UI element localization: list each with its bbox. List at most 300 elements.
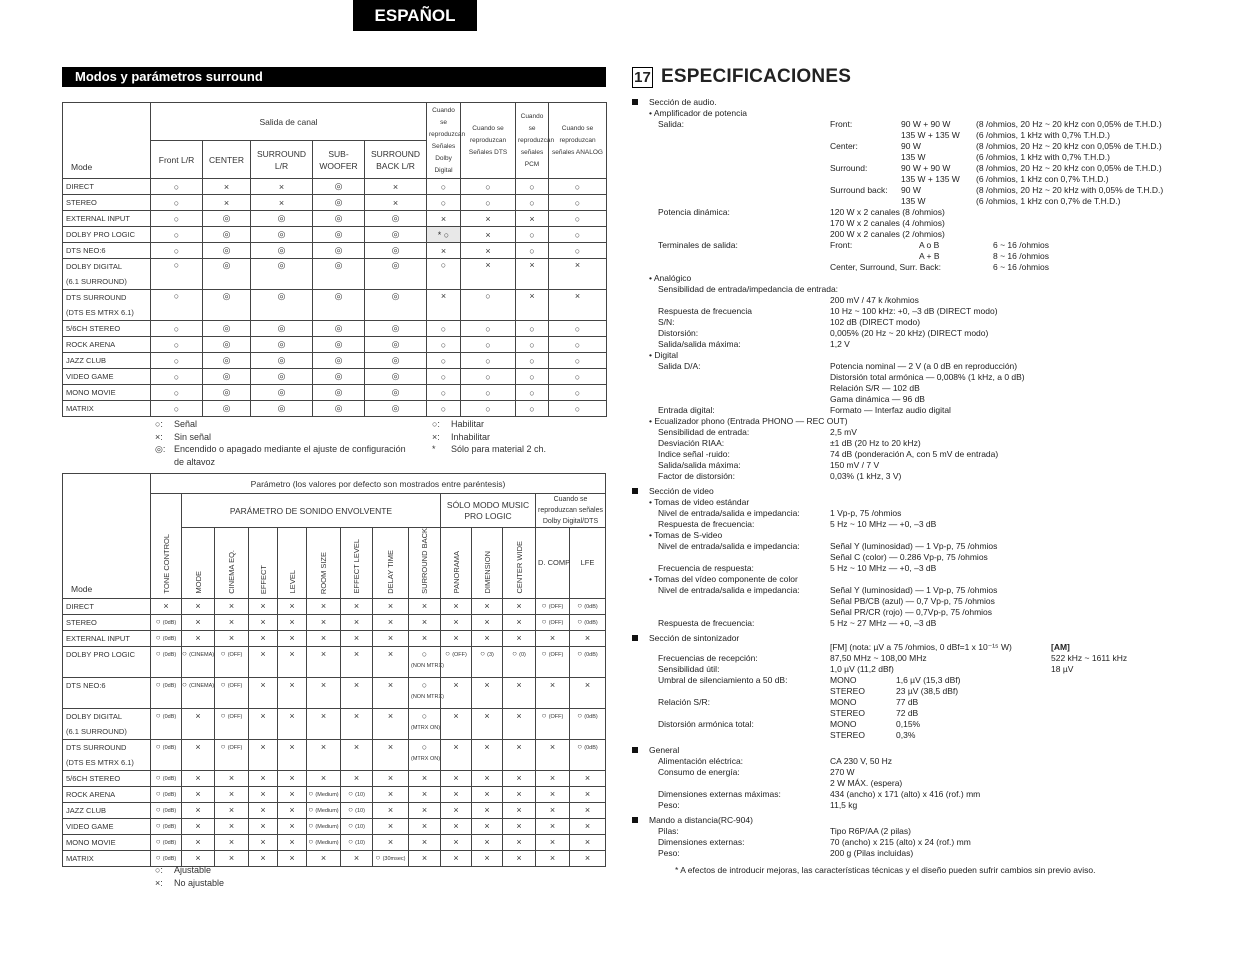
cell-default: (0dB) xyxy=(162,619,177,626)
cell-symbol: ○ xyxy=(348,804,356,814)
cell-value: × xyxy=(516,259,549,290)
spec-label: Respuesta de frecuencia xyxy=(658,306,753,316)
cell-symbol: ○ xyxy=(155,820,163,830)
table-row xyxy=(63,708,606,739)
cell-value: × xyxy=(472,786,503,802)
spec-value: Relación S/R — 102 dB xyxy=(830,383,920,393)
cell-value: ◎ xyxy=(203,321,251,337)
cell-default: (OFF) xyxy=(548,713,564,720)
mode-name xyxy=(63,337,151,353)
spec-value: 0,03% (1 kHz, 3 V) xyxy=(830,471,902,481)
specs-footnote: * A efectos de introducir mejoras, las características técnicas y el diseño pueden sufrir cambios sin previo aviso. xyxy=(675,865,1096,875)
mode-name xyxy=(63,614,151,630)
mode-label: JAZZ CLUB xyxy=(66,805,107,815)
cell-symbol: ○ xyxy=(308,804,316,814)
cell-value: ◎ xyxy=(203,243,251,259)
cell-value xyxy=(570,598,606,614)
cell-value: ◎ xyxy=(313,195,365,211)
legend-item xyxy=(432,431,546,444)
mode-name xyxy=(63,401,151,417)
cell-value: × xyxy=(536,802,570,818)
col-label: EFFECT LEVEL xyxy=(352,539,361,594)
col-header xyxy=(472,528,503,599)
col-header xyxy=(409,528,441,599)
cell-value: × xyxy=(441,630,472,646)
cell-value: × xyxy=(373,739,409,770)
mode-label: EXTERNAL INPUT xyxy=(66,633,130,643)
cell-symbol: ○ xyxy=(541,710,549,720)
cell-value: × xyxy=(409,850,441,866)
cell-value: × xyxy=(278,646,307,677)
cell-value xyxy=(536,708,570,739)
col-tone-control xyxy=(151,494,182,599)
spec-value: 11,5 kg xyxy=(830,800,858,810)
language-tab: ESPAÑOL xyxy=(353,0,477,31)
cell-value: ◎ xyxy=(251,369,313,385)
cell-value: × xyxy=(373,786,409,802)
spec-value: Center, Surround, Surr. Back: xyxy=(830,262,942,272)
mode-header: Mode xyxy=(63,103,151,179)
pro-logic-header: SÓLO MODO MUSIC PRO LOGIC xyxy=(441,494,536,528)
cell-value xyxy=(215,739,249,770)
cell-default: (0dB) xyxy=(584,744,598,751)
cell-value: ○ xyxy=(516,179,549,195)
spec-label: Sensibilidad útil: xyxy=(658,664,720,674)
spec-label: Dimensiones externas máximas: xyxy=(658,789,781,799)
cell-value: × xyxy=(461,243,516,259)
cell-symbol: ○ xyxy=(155,710,163,720)
cell-value: × xyxy=(472,850,503,866)
cell-value: × xyxy=(503,708,536,739)
spec-value: Señal Y (luminosidad) — 1 Vp-p, 75 /ohmios xyxy=(830,541,998,551)
cell-symbol: ○ xyxy=(308,788,316,798)
cell-value: ○ xyxy=(427,179,461,195)
spec-label: • Amplificador de potencia xyxy=(649,108,747,118)
cell-value: × xyxy=(409,802,441,818)
cell-value: × xyxy=(215,598,249,614)
cell-value: × xyxy=(249,850,278,866)
spec-label: Pilas: xyxy=(658,826,679,836)
cell-value: ◎ xyxy=(313,385,365,401)
spec-label: Distorsión: xyxy=(658,328,699,338)
cell-value: × xyxy=(503,598,536,614)
cell-value: × xyxy=(570,630,606,646)
spec-value: 1,2 V xyxy=(830,339,850,349)
spec-value: 120 W x 2 canales (8 /ohmios) xyxy=(830,207,945,217)
cell-value: × xyxy=(536,834,570,850)
col-label: DELAY TIME xyxy=(386,550,395,594)
cell-default: (0dB) xyxy=(584,619,598,626)
legend-text: Sólo para material 2 ch. xyxy=(451,444,547,454)
cell-value: × xyxy=(503,834,536,850)
spec-value: 135 W + 135 W xyxy=(901,174,960,184)
cell-value: × xyxy=(472,818,503,834)
cell-value: ◎ xyxy=(313,321,365,337)
cell-value: × xyxy=(441,834,472,850)
cell-value xyxy=(307,786,341,802)
spec-value: 23 µV (38,5 dBf) xyxy=(896,686,959,696)
spec-value: MONO xyxy=(830,675,857,685)
cell-value xyxy=(536,598,570,614)
cell-default: (OFF) xyxy=(548,619,564,626)
cell-value: × xyxy=(278,677,307,708)
mode-name xyxy=(63,646,151,677)
spec-label: Factor de distorsión: xyxy=(658,471,736,481)
cell-value: ◎ xyxy=(313,290,365,321)
cell-value: × xyxy=(373,708,409,739)
cell-value: ◎ xyxy=(251,259,313,290)
cell-value: × xyxy=(249,630,278,646)
cell-value: ◎ xyxy=(313,179,365,195)
cell-value: ◎ xyxy=(313,259,365,290)
cell-default: (0dB) xyxy=(162,791,177,798)
cell-default: (OFF) xyxy=(227,682,243,689)
cell-symbol: ○ xyxy=(445,648,453,658)
cell-value: × xyxy=(472,677,503,708)
cell-value: ○ xyxy=(151,211,203,227)
spec-value: 0,15% xyxy=(896,719,921,729)
spec-value: Formato — Interfaz audio digital xyxy=(830,405,951,415)
cell-value: * ○ xyxy=(427,227,461,243)
cell-value xyxy=(570,614,606,630)
spec-label: Terminales de salida: xyxy=(658,240,738,250)
spec-value: Front: xyxy=(830,240,853,250)
cell-symbol: ○ xyxy=(480,648,488,658)
cell-value: × xyxy=(341,708,373,739)
cell-value: × xyxy=(427,243,461,259)
spec-value: 170 W x 2 canales (4 /ohmios) xyxy=(830,218,945,228)
cell-value: × xyxy=(365,179,427,195)
mode-label: MONO MOVIE xyxy=(66,388,116,397)
cell-value xyxy=(151,802,182,818)
cell-default: (OFF) xyxy=(452,651,467,658)
cell-value: × xyxy=(215,850,249,866)
cell-value: ○ xyxy=(516,243,549,259)
cell-value: × xyxy=(215,770,249,786)
spec-value: Señal PR/CR (rojo) — 0,7Vp-p, 75 /ohmios xyxy=(830,607,993,617)
cell-value: × xyxy=(373,598,409,614)
cell-default: (10) xyxy=(355,839,365,846)
legend-item xyxy=(155,431,406,444)
cell-value: × xyxy=(341,646,373,677)
table-row xyxy=(63,259,607,290)
cell-symbol: ○ xyxy=(155,741,163,751)
cell-value: × xyxy=(570,677,606,708)
spec-label: Desviación RIAA: xyxy=(658,438,725,448)
cell-symbol: ○ xyxy=(220,741,228,751)
cell-symbol: ○ xyxy=(155,632,163,642)
spec-value: Center: xyxy=(830,141,858,151)
mode-sublabel: (DTS ES MTRX 6.1) xyxy=(66,757,134,767)
table-row xyxy=(63,770,606,786)
col-header: LFE xyxy=(570,528,606,599)
cell-value: ○ xyxy=(516,195,549,211)
legend-text: Sin señal xyxy=(174,431,212,442)
cell-value: ○ xyxy=(461,369,516,385)
legend-symbol: ◎: xyxy=(155,444,166,454)
cell-value: ◎ xyxy=(203,259,251,290)
spec-label: Frecuencias de recepción: xyxy=(658,653,758,663)
cell-value: × xyxy=(536,850,570,866)
cell-default: (Medium) xyxy=(315,791,339,798)
spec-label: Respuesta de frecuencia: xyxy=(658,519,755,529)
cell-value: × xyxy=(461,259,516,290)
cell-symbol: ○ xyxy=(421,710,428,721)
cell-value: × xyxy=(278,834,307,850)
spec-value: (8 /ohmios, 20 Hz ~ 20 kHz con 0,05% de T.H.D.) xyxy=(976,141,1162,151)
cell-value: ○ xyxy=(151,337,203,353)
spec-value: 102 dB (DIRECT modo) xyxy=(830,317,921,327)
legend-item xyxy=(155,443,406,456)
cell-default: (0dB) xyxy=(162,651,177,658)
cell-value: × xyxy=(249,677,278,708)
cell-value: ◎ xyxy=(251,243,313,259)
legend-enable xyxy=(432,418,546,456)
cell-default: (NON MTRX) xyxy=(411,662,444,669)
spec-value: 270 W xyxy=(830,767,855,777)
cell-value: × xyxy=(427,290,461,321)
cell-value: ○ xyxy=(151,353,203,369)
cell-value: ○ xyxy=(549,179,607,195)
cell-value: × xyxy=(215,834,249,850)
spec-value: 2,5 mV xyxy=(830,427,857,437)
section-bullet xyxy=(632,99,638,105)
cell-value: ◎ xyxy=(313,401,365,417)
spec-label: Distorsión armónica total: xyxy=(658,719,754,729)
mode-label: DTS SURROUND xyxy=(66,742,127,752)
table-row xyxy=(63,337,607,353)
cell-value: × xyxy=(249,834,278,850)
table-row xyxy=(63,227,607,243)
legend-symbol: ×: xyxy=(432,431,440,442)
spec-label: Dimensiones externas: xyxy=(658,837,745,847)
mode-name xyxy=(63,243,151,259)
cell-symbol: ○ xyxy=(421,679,428,690)
cell-value: × xyxy=(307,630,341,646)
cell-value: ○ xyxy=(151,259,203,290)
mode-name xyxy=(63,818,151,834)
cell-value: × xyxy=(536,630,570,646)
mode-sublabel: (6.1 SURROUND) xyxy=(66,277,127,286)
cell-value: × xyxy=(307,850,341,866)
col-header xyxy=(249,528,278,599)
spec-value: (8 /ohmios, 20 Hz ~ 20 kHz with 0,05% de T.H.D.) xyxy=(976,185,1164,195)
cell-value: × xyxy=(215,802,249,818)
legend-text: No ajustable xyxy=(174,877,225,888)
cell-value: ○ xyxy=(549,353,607,369)
legend-item xyxy=(155,456,406,469)
spec-value: 200 g (Pilas incluidas) xyxy=(830,848,914,858)
cell-value: ◎ xyxy=(313,337,365,353)
mode-name xyxy=(63,195,151,211)
legend-symbol: ○: xyxy=(155,419,163,429)
cell-value: × xyxy=(341,614,373,630)
cell-value: × xyxy=(278,786,307,802)
cell-value: ○ xyxy=(549,195,607,211)
mode-name xyxy=(63,708,151,739)
section-number: 17 xyxy=(632,67,653,88)
mode-name xyxy=(63,834,151,850)
cell-value: × xyxy=(307,770,341,786)
spec-label: Sección de sintonizador xyxy=(649,633,740,643)
cell-value: × xyxy=(278,630,307,646)
cell-value: ○ xyxy=(427,337,461,353)
cell-value: ○ xyxy=(516,385,549,401)
spec-value: CA 230 V, 50 Hz xyxy=(830,756,893,766)
mode-label: MATRIX xyxy=(66,853,94,863)
cell-value: ○ xyxy=(549,227,607,243)
cell-value: ◎ xyxy=(365,401,427,417)
cell-value: × xyxy=(373,614,409,630)
cell-value xyxy=(307,834,341,850)
cell-value: ○ xyxy=(427,385,461,401)
spec-label: Alimentación eléctrica: xyxy=(658,756,744,766)
table-row xyxy=(63,401,607,417)
spec-label: Umbral de silenciamiento a 50 dB: xyxy=(658,675,788,685)
cell-value: ○ xyxy=(427,259,461,290)
cell-value xyxy=(409,677,444,708)
cell-value xyxy=(151,677,182,708)
cell-value: ◎ xyxy=(365,321,427,337)
cell-symbol: ○ xyxy=(541,616,549,626)
table-row xyxy=(63,630,606,646)
cell-value: ◎ xyxy=(365,259,427,290)
cell-value: × xyxy=(536,770,570,786)
cell-value: × xyxy=(409,598,441,614)
cell-value: × xyxy=(249,818,278,834)
legend-text: Encendido o apagado mediante el ajuste de configuración xyxy=(174,444,406,454)
cell-symbol: ○ xyxy=(155,679,163,689)
cell-value: × xyxy=(215,786,249,802)
cell-value xyxy=(182,646,215,677)
spec-value: [AM] xyxy=(1051,642,1070,652)
cell-symbol: ○ xyxy=(155,852,163,862)
legend-symbol: ○: xyxy=(155,865,163,875)
table-row xyxy=(63,195,607,211)
col-label: LEVEL xyxy=(287,570,297,594)
cell-value: × xyxy=(341,677,373,708)
cell-value: × xyxy=(472,614,503,630)
spec-value: (6 /ohmios, 1 kHz with 0,7% T.H.D.) xyxy=(976,152,1110,162)
table-row xyxy=(63,243,607,259)
cell-default: (0dB) xyxy=(162,744,177,751)
spec-value: 87,50 MHz ~ 108,00 MHz xyxy=(830,653,927,663)
cell-value: × xyxy=(182,802,215,818)
cell-value: ○ xyxy=(549,243,607,259)
cell-value: × xyxy=(249,739,278,770)
mode-label: 5/6CH STEREO xyxy=(66,773,121,783)
cell-value: × xyxy=(182,630,215,646)
table-row xyxy=(63,385,607,401)
channel-output-table xyxy=(62,102,607,417)
cell-value: ○ xyxy=(461,353,516,369)
mode-label: ROCK ARENA xyxy=(66,340,116,349)
cell-value: × xyxy=(307,614,341,630)
legend-text: Inhabilitar xyxy=(451,431,491,442)
cell-value: ◎ xyxy=(365,290,427,321)
col-header: D. COMP xyxy=(536,528,570,599)
spec-value: 135 W + 135 W xyxy=(901,130,960,140)
cell-symbol: ○ xyxy=(348,820,356,830)
col-header xyxy=(441,528,472,599)
legend-symbol: ×: xyxy=(155,877,163,888)
mode-label: MATRIX xyxy=(66,404,94,413)
cell-value: × xyxy=(182,598,215,614)
cell-value: ○ xyxy=(151,227,203,243)
legend-text: de altavoz xyxy=(174,456,216,467)
table-row xyxy=(63,739,606,770)
mode-name xyxy=(63,179,151,195)
mode-sublabel: (6.1 SURROUND) xyxy=(66,726,127,736)
mode-label: MONO MOVIE xyxy=(66,837,116,847)
spec-label: Respuesta de frecuencia: xyxy=(658,618,755,628)
cell-value: ○ xyxy=(461,337,516,353)
mode-sublabel: (DTS ES MTRX 6.1) xyxy=(66,308,134,317)
spec-value: 18 µV xyxy=(1051,664,1074,674)
col-label: EFFECT xyxy=(258,564,268,594)
cell-value: × xyxy=(503,630,536,646)
spec-value: 1 Vp-p, 75 /ohmios xyxy=(830,508,902,518)
cell-value: ○ xyxy=(516,227,549,243)
spec-label: Sensibilidad de entrada: xyxy=(658,427,750,437)
cell-default: (0dB) xyxy=(162,823,177,830)
cell-value: × xyxy=(278,818,307,834)
cell-value: × xyxy=(249,802,278,818)
cell-default: (CINEMA) xyxy=(189,651,215,658)
cell-value: × xyxy=(373,818,409,834)
cell-value xyxy=(570,708,606,739)
cell-value: × xyxy=(215,630,249,646)
cell-symbol: ○ xyxy=(541,600,549,610)
cell-value: ○ xyxy=(427,401,461,417)
cell-value: ◎ xyxy=(365,385,427,401)
cell-value: × xyxy=(409,630,441,646)
cell-value: × xyxy=(536,818,570,834)
cell-default: (MTRX ON) xyxy=(411,724,441,731)
cell-default: (0dB) xyxy=(162,682,177,689)
cell-value: × xyxy=(503,786,536,802)
cell-value: × xyxy=(251,179,313,195)
cell-value: ◎ xyxy=(365,211,427,227)
cell-default: (0dB) xyxy=(584,651,598,658)
cell-value: × xyxy=(278,802,307,818)
env-parameter-header: PARÁMETRO DE SONIDO ENVOLVENTE xyxy=(182,494,441,528)
mode-name xyxy=(63,227,151,243)
cell-value: × xyxy=(373,802,409,818)
cell-value: × xyxy=(341,598,373,614)
spec-value: 150 mV / 7 V xyxy=(830,460,880,470)
table-row xyxy=(63,211,607,227)
cell-value: × xyxy=(409,786,441,802)
cell-value: × xyxy=(341,850,373,866)
cell-value: × xyxy=(427,211,461,227)
cell-value xyxy=(151,834,182,850)
cell-value: × xyxy=(307,598,341,614)
spec-value: Front: xyxy=(830,119,853,129)
cell-symbol: ○ xyxy=(512,648,520,658)
spec-value: 6 ~ 16 /ohmios xyxy=(993,262,1049,272)
spec-label: Potencia dinámica: xyxy=(658,207,730,217)
cell-value: ◎ xyxy=(251,290,313,321)
mode-name xyxy=(63,369,151,385)
cell-value: × xyxy=(441,598,472,614)
cell-value: × xyxy=(373,770,409,786)
cell-value: × xyxy=(278,614,307,630)
cell-value: ◎ xyxy=(365,227,427,243)
cell-value: ○ xyxy=(549,385,607,401)
cell-value: × xyxy=(570,786,606,802)
cell-symbol: ○ xyxy=(348,788,356,798)
